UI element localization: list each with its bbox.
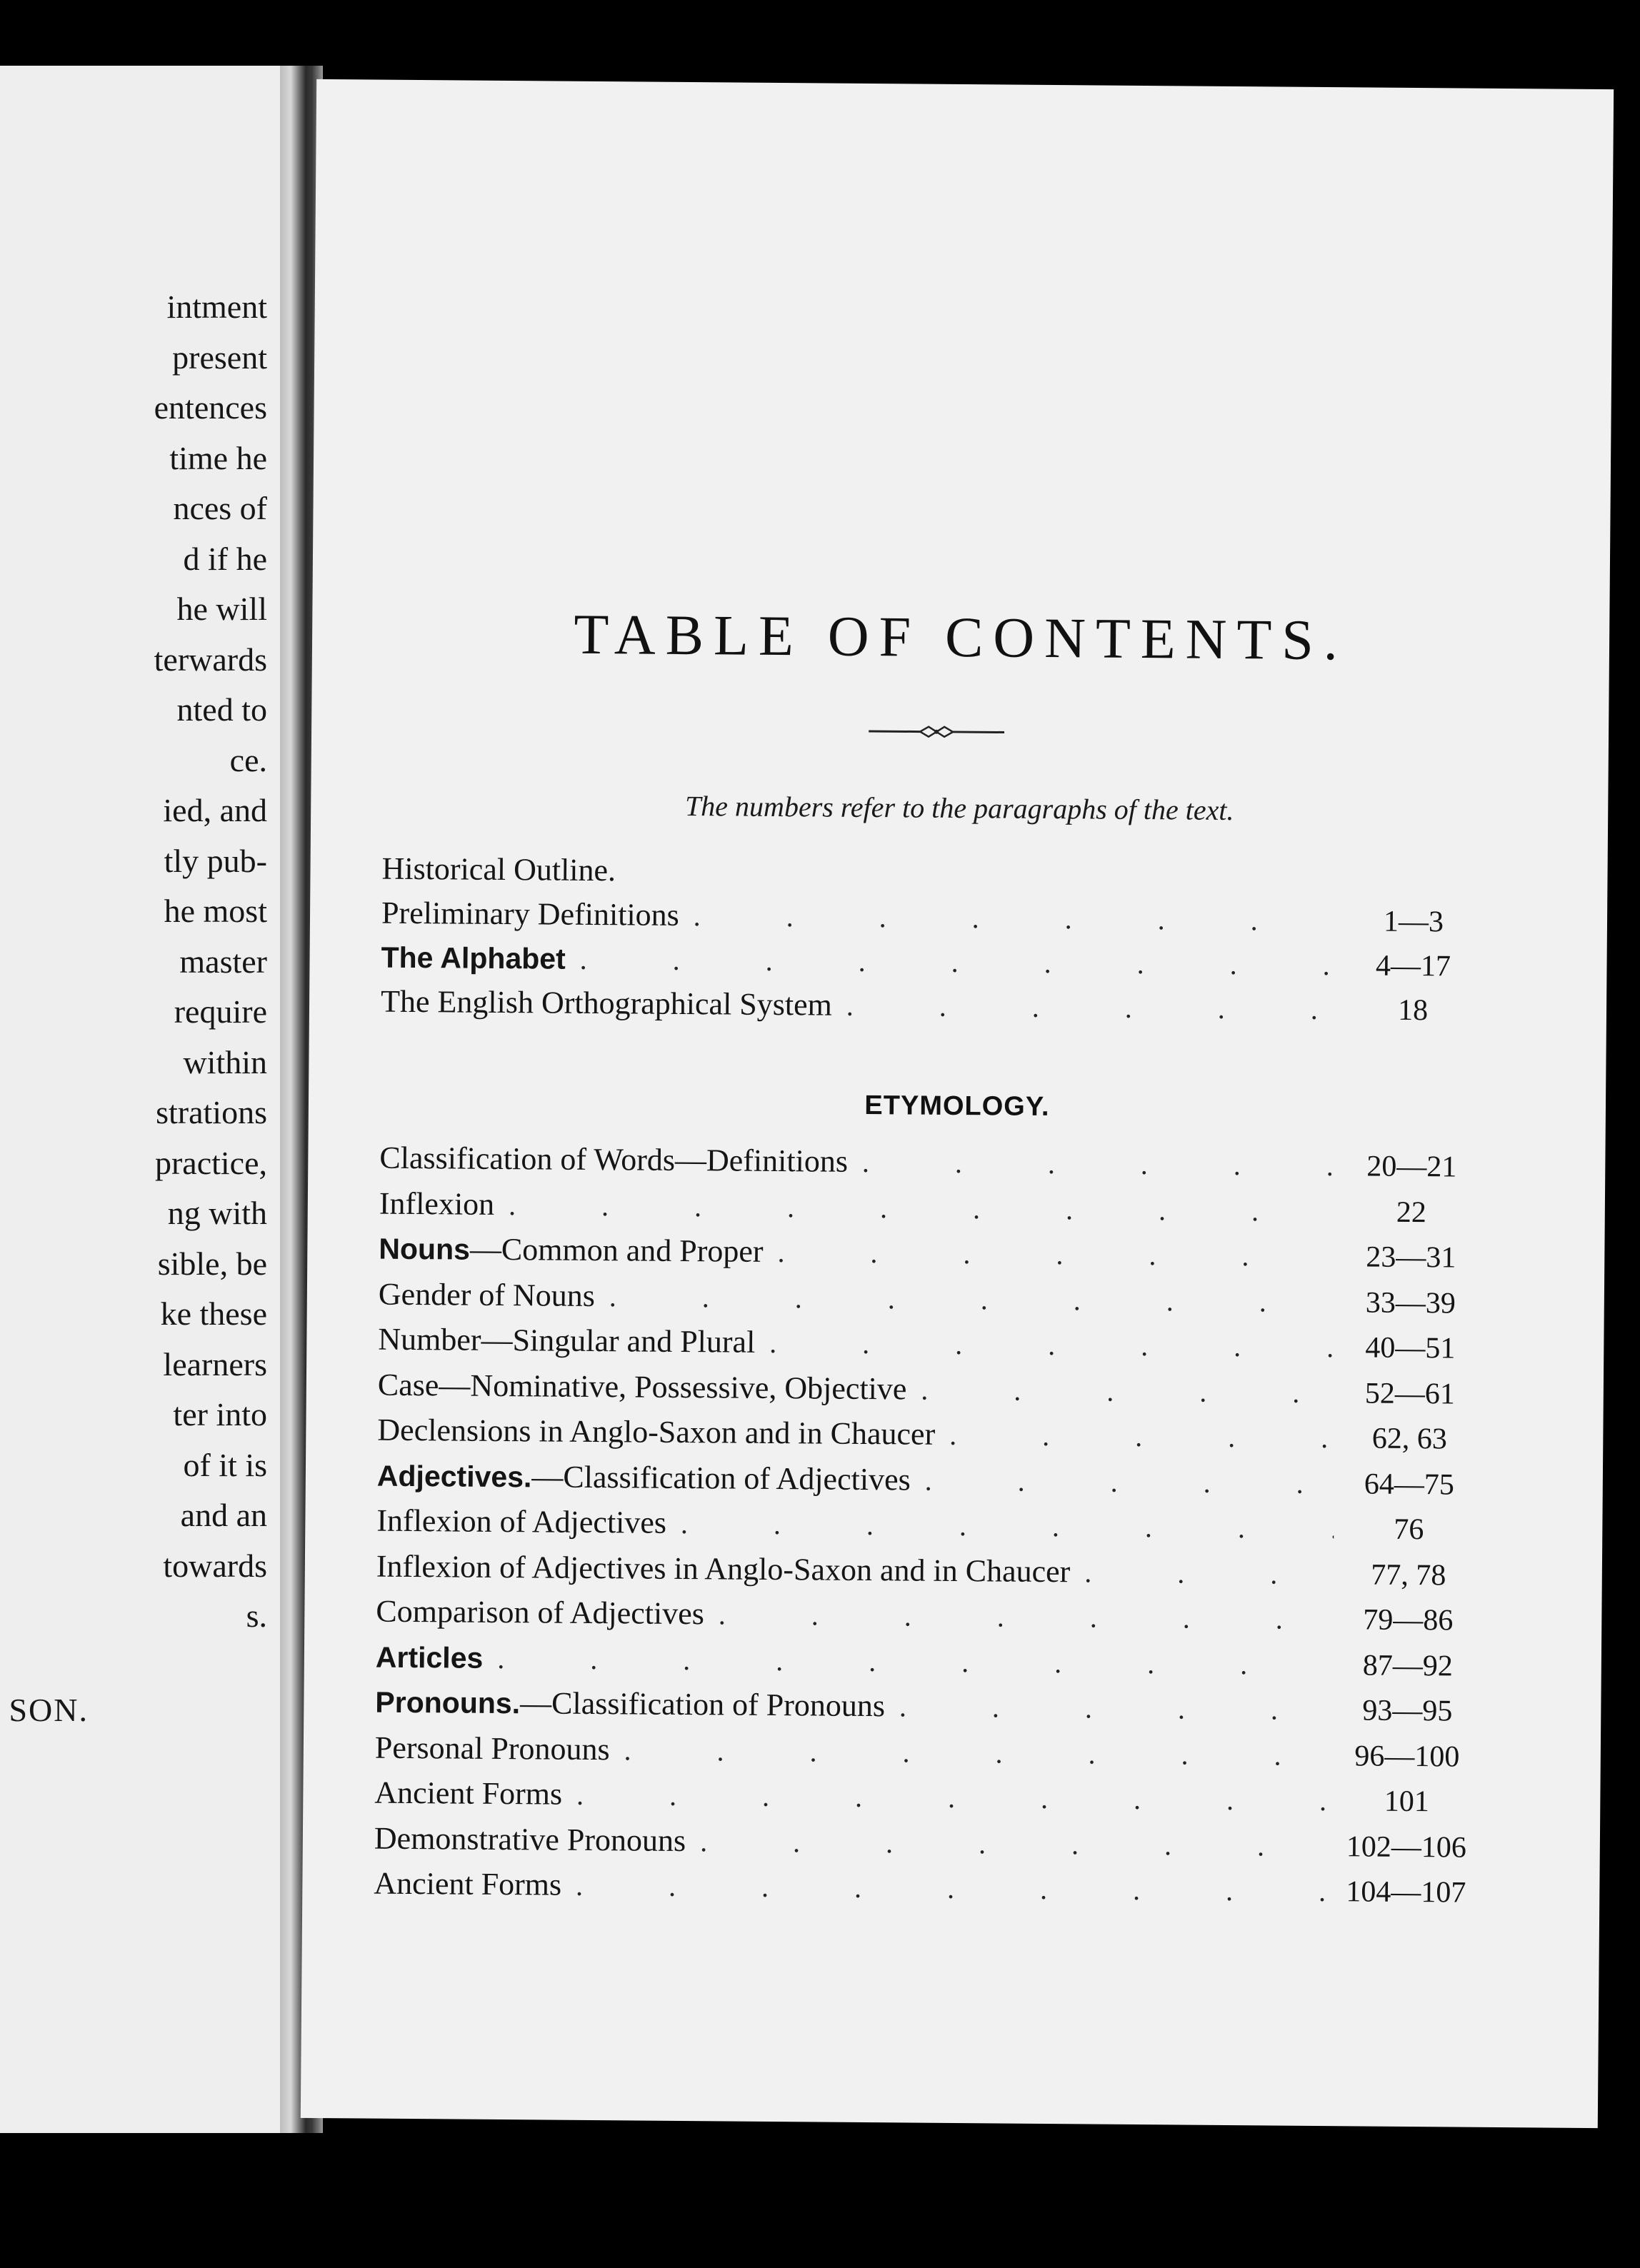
- toc-entry-paragraphs: 64—75: [1364, 1467, 1455, 1501]
- subtitle-note: The numbers refer to the paragraphs of the text.: [684, 789, 1234, 827]
- toc-entry-text: Number—Singular and Plural: [378, 1321, 756, 1360]
- toc-entry: [376, 1500, 1484, 1551]
- facing-page-line: learners: [163, 1345, 267, 1383]
- toc-entry-rest: —Classification of Pronouns: [519, 1685, 886, 1724]
- facing-page-line: he will: [176, 591, 267, 627]
- toc-entry-text: Comparison of Adjectives: [376, 1593, 705, 1632]
- toc-entry-text: Inflexion: [379, 1185, 495, 1222]
- facing-page-line: master: [179, 943, 267, 980]
- facing-page-line: and an: [180, 1497, 267, 1533]
- toc-entry-text: Historical Outline.: [381, 850, 616, 888]
- dot-leader: [666, 1502, 1334, 1550]
- facing-page-line: towards: [163, 1547, 267, 1584]
- page-title: TABLE OF CONTENTS.: [574, 603, 1349, 673]
- toc-entry-text: Inflexion of Adjectives: [376, 1502, 667, 1540]
- toc-entry-label: [379, 1137, 848, 1183]
- dot-leader: [494, 1183, 1336, 1233]
- toc-entry-label: [376, 1500, 666, 1545]
- dot-leader: [565, 938, 1338, 987]
- dot-leader: [885, 1685, 1333, 1732]
- toc-entry: [377, 1409, 1484, 1460]
- facing-page-line: nted to: [176, 691, 267, 728]
- toc-entry-text: Gender of Nouns: [378, 1276, 596, 1313]
- toc-entry-label: [376, 1545, 1071, 1593]
- facing-page-line: s.: [246, 1597, 267, 1634]
- toc-entry-paragraphs: 101: [1384, 1785, 1430, 1819]
- toc-entry-paragraphs: 62, 63: [1371, 1422, 1448, 1456]
- toc-entry: [376, 1545, 1484, 1596]
- toc-entry-rest: —Classification of Adjectives: [531, 1458, 911, 1497]
- dot-leader: [595, 1275, 1336, 1324]
- toc-entry-text: Preliminary Definitions: [381, 895, 679, 933]
- toc-entry-label: [374, 1772, 562, 1816]
- toc-entry: [375, 1726, 1482, 1777]
- toc-entry-label: [374, 1817, 686, 1862]
- toc-entry-label: [377, 1454, 911, 1501]
- toc-entry: [374, 1772, 1481, 1823]
- toc-entry-paragraphs: 4—17: [1375, 949, 1451, 983]
- toc-entry-paragraphs: 79—86: [1363, 1603, 1454, 1637]
- dot-leader: [686, 1820, 1331, 1868]
- toc-entry-label: [379, 1182, 495, 1225]
- toc-entry: [381, 936, 1488, 988]
- toc-entry-label: [377, 1409, 935, 1456]
- toc-entry-text: Classification of Words—Definitions: [379, 1140, 849, 1179]
- facing-page-line: strations: [156, 1094, 267, 1130]
- toc-entry-text: The English Orthographical System: [380, 983, 833, 1023]
- toc-entry-paragraphs: 22: [1396, 1195, 1427, 1229]
- toc-entry-label: [381, 848, 616, 893]
- toc-entry-paragraphs: 20—21: [1366, 1150, 1457, 1184]
- toc-entry: [374, 1817, 1481, 1868]
- facing-page-line: ke these: [160, 1295, 267, 1332]
- dot-leader: [848, 1141, 1337, 1188]
- facing-page-line: of it is: [183, 1446, 267, 1483]
- dot-leader: [562, 1774, 1332, 1822]
- toc-entry: [381, 848, 1489, 899]
- toc-entry-label: [375, 1681, 885, 1728]
- section-heading-etymology: ETYMOLOGY.: [864, 1090, 1050, 1123]
- toc-entry-text: Ancient Forms: [374, 1775, 563, 1812]
- toc-entry-label: [379, 1228, 764, 1273]
- ornament-divider: [869, 723, 1004, 741]
- facing-page-line: intment: [166, 288, 267, 325]
- toc-entry-paragraphs: 23—31: [1366, 1240, 1456, 1275]
- toc-entry: [374, 1862, 1481, 1914]
- toc-entry-label: [376, 1635, 484, 1679]
- toc-entry-bold-term: Adjectives.: [376, 1459, 532, 1493]
- toc-entry-text: Case—Nominative, Possessive, Objective: [377, 1367, 907, 1406]
- toc-entry-text: Ancient Forms: [374, 1865, 562, 1902]
- facing-page-line: he most: [164, 893, 267, 929]
- toc-entry: [377, 1454, 1484, 1505]
- facing-page: [0, 66, 280, 2133]
- dot-leader: [704, 1593, 1334, 1641]
- toc-entry: [379, 1137, 1486, 1188]
- toc-entry-paragraphs: 76: [1394, 1512, 1424, 1547]
- dot-leader: [906, 1368, 1335, 1415]
- toc-entry-label: [375, 1726, 610, 1771]
- toc-entry-text: Inflexion of Adjectives in Anglo-Saxon and in Chaucer: [376, 1548, 1071, 1589]
- contents-page: [301, 79, 1614, 2128]
- facing-page-line: ce.: [229, 741, 267, 778]
- facing-page-line: require: [174, 993, 267, 1030]
- facing-page-line: present: [172, 338, 267, 376]
- toc-entry-text: Declensions in Anglo-Saxon and in Chaucer: [377, 1412, 936, 1452]
- dot-leader: [910, 1459, 1334, 1505]
- toc-entry-paragraphs: 87—92: [1362, 1648, 1454, 1682]
- toc-entry: [379, 1228, 1486, 1279]
- toc-entry-label: [374, 1862, 561, 1907]
- toc-entry: [381, 980, 1488, 1032]
- toc-entry-bold-term: Articles: [375, 1640, 484, 1675]
- toc-entry-text: Demonstrative Pronouns: [374, 1820, 686, 1858]
- dot-leader: [935, 1414, 1335, 1460]
- toc-entry-paragraphs: 1—3: [1383, 905, 1444, 939]
- toc-entry-rest: —Common and Proper: [469, 1231, 764, 1269]
- dot-leader: [1070, 1551, 1334, 1596]
- dot-leader: [609, 1729, 1332, 1777]
- toc-entry: [375, 1681, 1482, 1732]
- dot-leader: [679, 895, 1339, 943]
- toc-entry: [378, 1363, 1485, 1415]
- dot-leader: [755, 1322, 1336, 1369]
- toc-entry-paragraphs: 77, 78: [1371, 1558, 1446, 1592]
- toc-entry-bold-term: The Alphabet: [381, 940, 566, 975]
- toc-entry: [376, 1635, 1483, 1687]
- facing-page-line: within: [183, 1043, 267, 1080]
- facing-page-line: ied, and: [163, 792, 267, 828]
- dot-leader: [561, 1865, 1331, 1913]
- facing-page-signature: SON.: [9, 1692, 89, 1728]
- toc-entry-label: [376, 1590, 704, 1636]
- toc-entry-label: [378, 1363, 907, 1410]
- facing-page-line: practice,: [154, 1144, 267, 1181]
- toc-entry-paragraphs: 40—51: [1365, 1331, 1456, 1365]
- dot-leader: [483, 1637, 1333, 1686]
- toc-entry-label: [381, 980, 832, 1027]
- facing-page-line: ng with: [167, 1195, 267, 1231]
- dot-leader: [832, 985, 1339, 1032]
- toc-entry: [379, 1273, 1486, 1324]
- toc-entry-paragraphs: 102—106: [1346, 1830, 1467, 1865]
- facing-page-line: terwards: [154, 641, 267, 678]
- toc-entry-paragraphs: 52—61: [1364, 1376, 1456, 1410]
- toc-entry: [379, 1182, 1486, 1233]
- toc-entry-paragraphs: 93—95: [1362, 1694, 1453, 1728]
- facing-page-line: time he: [169, 439, 267, 476]
- toc-entry-paragraphs: 18: [1397, 993, 1429, 1028]
- toc-entry-label: [381, 936, 566, 980]
- toc-entry: [378, 1318, 1485, 1370]
- toc-entry-bold-term: Nouns: [379, 1232, 471, 1266]
- facing-page-line: sible, be: [157, 1245, 267, 1282]
- dot-leader: [763, 1231, 1336, 1278]
- toc-entry-text: Personal Pronouns: [374, 1730, 610, 1767]
- toc-entry-paragraphs: 33—39: [1365, 1286, 1456, 1320]
- toc-entry-bold-term: Pronouns.: [375, 1685, 521, 1720]
- toc-entry: [381, 892, 1489, 943]
- facing-page-line: entences: [154, 389, 267, 426]
- facing-page-line: ter into: [173, 1396, 267, 1432]
- facing-page-line: d if he: [183, 540, 267, 577]
- facing-page-line: tly pub-: [164, 842, 267, 879]
- toc-entry: [376, 1590, 1483, 1642]
- toc-entry-paragraphs: 96—100: [1354, 1739, 1460, 1774]
- toc-entry-label: [379, 1273, 596, 1317]
- toc-entry-label: [381, 892, 679, 937]
- toc-entry-label: [378, 1318, 755, 1364]
- facing-page-line: nces of: [173, 490, 267, 526]
- toc-entry-paragraphs: 104—107: [1346, 1875, 1466, 1910]
